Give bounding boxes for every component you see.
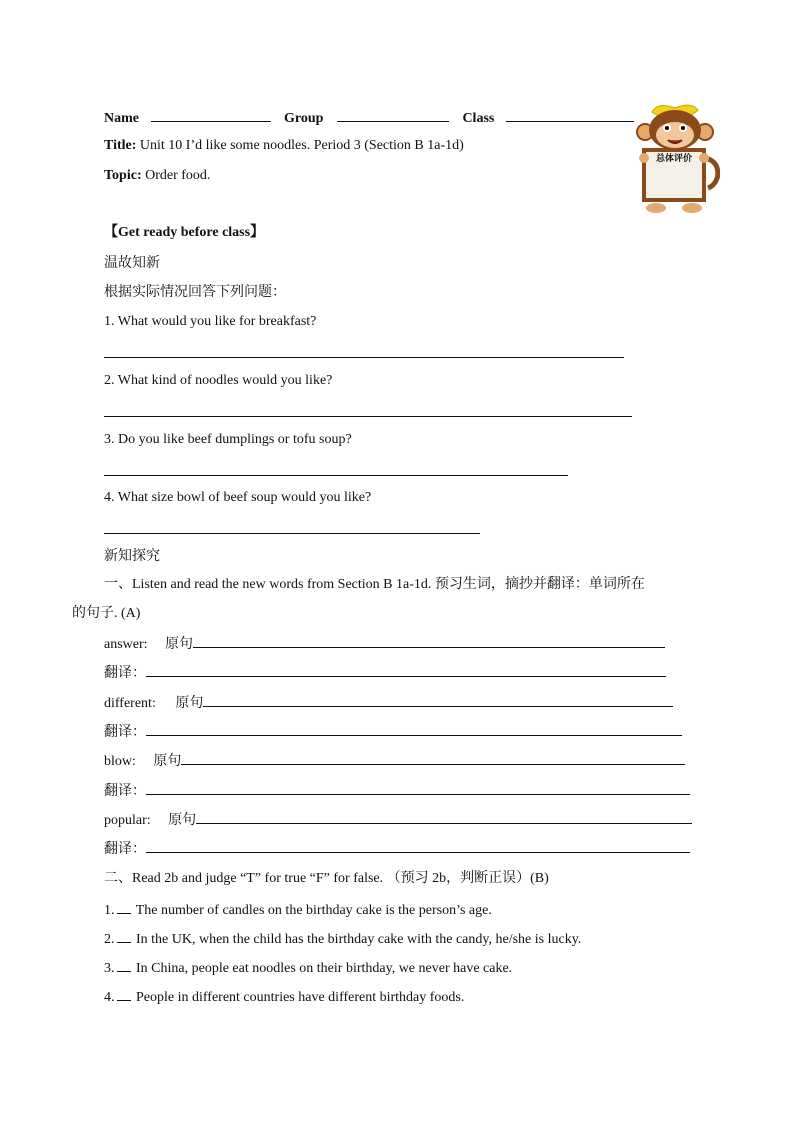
- name-label: Name: [104, 111, 139, 126]
- tf-answer-field[interactable]: [117, 959, 131, 972]
- source-label: 原句: [153, 753, 182, 769]
- answer-line-2[interactable]: [104, 416, 632, 417]
- title-text: Unit 10 I’d like some noodles. Period 3 (Section B 1a-1d): [139, 138, 464, 153]
- translation-row-different: [104, 723, 682, 742]
- question-2: 2. What kind of noodles would you like?: [104, 373, 333, 388]
- source-label: 原句: [175, 695, 204, 711]
- review-title: 温故知新: [104, 255, 160, 271]
- class-label: Class: [462, 111, 495, 126]
- tf-answer-field[interactable]: [117, 988, 131, 1001]
- translation-field[interactable]: [146, 664, 666, 677]
- topic-text: Order food.: [145, 168, 211, 183]
- translation-label: 翻译：: [104, 724, 146, 740]
- review-instruction: 根据实际情况回答下列问题：: [104, 284, 286, 300]
- translation-row-answer: [104, 664, 666, 683]
- tf-answer-field[interactable]: [117, 901, 131, 914]
- word-label: blow:: [104, 754, 136, 769]
- student-info-row: [104, 108, 634, 128]
- question-3: 3. Do you like beef dumplings or tofu soup?: [104, 432, 352, 447]
- source-sentence-field[interactable]: [203, 694, 673, 707]
- translation-label: 翻译：: [104, 665, 146, 681]
- topic-label: Topic:: [104, 168, 142, 183]
- source-label: 原句: [165, 636, 194, 652]
- word-row-blow: [104, 752, 685, 771]
- translation-row-blow: [104, 782, 690, 801]
- class-field[interactable]: [506, 108, 634, 122]
- statement-text: People in different countries have different birthday foods.: [136, 990, 465, 1005]
- source-sentence-field[interactable]: [196, 811, 692, 824]
- word-label: answer:: [104, 637, 148, 652]
- part2-instruction: 二、Read 2b and judge “T” for true “F” for false. （预习 2b，判断正误）(B): [104, 871, 549, 886]
- source-label: 原句: [168, 812, 197, 828]
- statement-number: 3.: [104, 961, 115, 976]
- source-sentence-field[interactable]: [193, 635, 665, 648]
- translation-field[interactable]: [146, 723, 682, 736]
- group-label: Group: [284, 111, 324, 126]
- word-row-popular: [104, 811, 692, 830]
- new-knowledge-title: 新知探究: [104, 548, 160, 564]
- judge-statement-2: [104, 930, 581, 949]
- word-label: popular:: [104, 813, 151, 828]
- part1-instruction-line1: 一、Listen and read the new words from Section B 1a-1d. 预习生词，摘抄并翻译：单词所在: [104, 577, 645, 592]
- translation-field[interactable]: [146, 782, 690, 795]
- statement-number: 2.: [104, 932, 115, 947]
- topic-row: [104, 167, 210, 185]
- answer-line-1[interactable]: [104, 357, 624, 358]
- answer-line-4[interactable]: [104, 533, 480, 534]
- word-row-answer: [104, 635, 665, 654]
- question-1: 1. What would you like for breakfast?: [104, 314, 317, 329]
- statement-number: 1.: [104, 903, 115, 918]
- title-label: Title:: [104, 138, 137, 153]
- judge-statement-3: [104, 959, 512, 978]
- question-4: 4. What size bowl of beef soup would you like?: [104, 490, 372, 505]
- word-label: different:: [104, 696, 156, 711]
- tf-answer-field[interactable]: [117, 930, 131, 943]
- judge-statement-1: [104, 901, 492, 920]
- statement-text: The number of candles on the birthday cake is the person’s age.: [135, 903, 492, 918]
- judge-statement-4: [104, 988, 464, 1007]
- translation-field[interactable]: [146, 840, 690, 853]
- translation-label: 翻译：: [104, 783, 146, 799]
- translation-row-popular: [104, 840, 690, 859]
- badge-text: 总体评价: [655, 154, 693, 164]
- source-sentence-field[interactable]: [181, 752, 685, 765]
- translation-label: 翻译：: [104, 841, 146, 857]
- name-field[interactable]: [151, 108, 271, 122]
- statement-text: In China, people eat noodles on their birthday, we never have cake.: [136, 961, 513, 976]
- statement-text: In the UK, when the child has the birthday cake with the candy, he/she is lucky.: [136, 932, 582, 947]
- statement-number: 4.: [104, 990, 115, 1005]
- monkey-holding-sign-icon: [630, 98, 720, 216]
- word-row-different: [104, 694, 673, 713]
- section-heading-pre-class: 【Get ready before class】: [104, 225, 265, 240]
- title-row: [104, 137, 464, 155]
- group-field[interactable]: [337, 108, 449, 122]
- answer-line-3[interactable]: [104, 475, 568, 476]
- part1-instruction-line2: 的句子. (A): [72, 606, 141, 621]
